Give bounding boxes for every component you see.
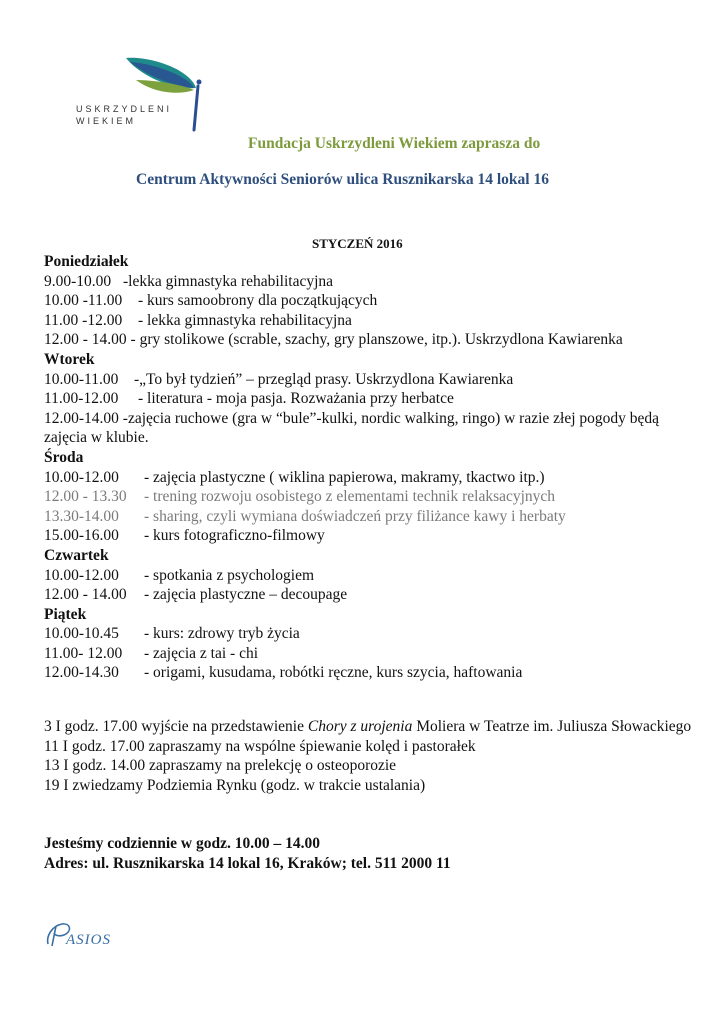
row-activity: - origami, kusudama, robótki ręczne, kurs szycia, haftowania	[144, 664, 523, 682]
event-item: 19 I zwiedzamy Podziemia Rynku (godz. w trakcie ustalania)	[44, 776, 426, 794]
intro-heading: Fundacja Uskrzydleni Wiekiem zaprasza do	[248, 135, 541, 152]
opening-hours: Jesteśmy codziennie w godz. 10.00 – 14.00	[44, 835, 320, 852]
special-events	[44, 717, 694, 795]
row-time: 12.00-14.00	[44, 409, 119, 427]
play-title: Chory z urojenia	[307, 718, 413, 735]
logo-text	[76, 103, 172, 127]
day-heading-monday: Poniedziałek	[44, 253, 129, 270]
weekly-schedule	[44, 252, 694, 683]
schedule-row	[44, 566, 694, 586]
event-text: Moliera w Teatrze im. Juliusza Słowackiego	[412, 718, 692, 735]
row-activity: - kurs samoobrony dla początkujących	[138, 292, 378, 310]
row-activity: - lekka gimnastyka rehabilitacyjna	[138, 311, 352, 329]
event-item	[44, 717, 694, 737]
schedule-row	[44, 468, 694, 488]
day-heading-thursday: Czwartek	[44, 546, 109, 564]
row-activity: - kurs: zdrowy tryb życia	[144, 625, 300, 643]
schedule-row	[44, 272, 694, 292]
row-activity: - zajęcia plastyczne – decoupage	[144, 586, 348, 604]
schedule-row	[44, 311, 694, 331]
day-heading-tuesday: Wtorek	[44, 350, 95, 368]
row-activity: - sharing, czyli wymiana doświadczeń przy filiżance kawy i herbaty	[144, 507, 566, 525]
logo-line2: WIEKIEM	[76, 116, 137, 126]
schedule-row	[44, 409, 694, 448]
row-activity: -lekka gimnastyka rehabilitacyjna	[123, 272, 334, 290]
day-heading-friday: Piątek	[44, 605, 87, 623]
row-time: 12.00 - 14.00	[44, 586, 127, 604]
schedule-row	[44, 644, 694, 664]
schedule-row	[44, 526, 694, 546]
address: Adres: ul. Rusznikarska 14 lokal 16, Kraków; tel. 511 2000 11	[44, 855, 451, 872]
row-time: 12.00-14.30	[44, 664, 119, 682]
contact-footer	[44, 834, 694, 874]
row-time: 10.00-10.45	[44, 625, 119, 643]
row-time: 12.00 - 14.00	[44, 331, 127, 349]
schedule-row	[44, 389, 694, 409]
row-time: 13.30-14.00	[44, 507, 119, 525]
row-activity: -zajęcia ruchowe (gra w “bule”-kulki, nordic walking, ringo) w razie złej pogody będą zajęcia w klubie.	[44, 409, 660, 447]
row-activity: - zajęcia plastyczne ( wiklina papierowa, makramy, tkactwo itp.)	[144, 468, 545, 486]
row-activity: -„To był tydzień” – przegląd prasy. Uskrzydlona Kawiarenka	[134, 370, 514, 388]
event-item: 11 I godz. 17.00 zapraszamy na wspólne śpiewanie kolęd i pastorałek	[44, 737, 476, 755]
svg-text:ASIOS: ASIOS	[66, 932, 111, 948]
schedule-row	[44, 585, 694, 605]
schedule-row	[44, 291, 694, 311]
pasios-logo	[44, 918, 124, 950]
schedule-row	[44, 507, 694, 527]
row-time: 9.00-10.00	[44, 272, 112, 290]
row-activity: - gry stolikowe (scrable, szachy, gry planszowe, itp.). Uskrzydlona Kawiarenka	[130, 331, 623, 349]
row-time: 11.00-12.00	[44, 390, 119, 408]
row-time: 12.00 - 13.30	[44, 488, 127, 506]
center-heading: Centrum Aktywności Seniorów ulica Rusznikarska 14 lokal 16	[136, 171, 549, 188]
event-text: 3 I godz. 17.00 wyjście na przedstawienie	[44, 718, 308, 735]
row-time: 10.00-12.00	[44, 468, 119, 486]
row-activity: - zajęcia z tai - chi	[144, 644, 259, 662]
row-activity: - kurs fotograficzno-filmowy	[144, 527, 325, 545]
row-time: 15.00-16.00	[44, 527, 119, 545]
schedule-row	[44, 624, 694, 644]
row-activity: - trening rozwoju osobistego z elementami technik relaksacyjnych	[144, 488, 556, 506]
row-time: 11.00 -12.00	[44, 311, 123, 329]
row-time: 10.00 -11.00	[44, 292, 123, 310]
schedule-row	[44, 663, 694, 683]
row-activity: - literatura - moja pasja. Rozważania przy herbatce	[138, 390, 454, 408]
row-time: 10.00-11.00	[44, 370, 119, 388]
logo-line1: USKRZYDLENI	[76, 104, 173, 114]
row-time: 11.00- 12.00	[44, 644, 123, 662]
schedule-row	[44, 487, 694, 507]
row-time: 10.00-12.00	[44, 566, 119, 584]
event-item: 13 I godz. 14.00 zapraszamy na prelekcję o osteoporozie	[44, 757, 397, 775]
day-heading-wednesday: Środa	[44, 448, 84, 466]
month-heading: STYCZEŃ 2016	[312, 236, 403, 251]
row-activity: - spotkania z psychologiem	[144, 566, 315, 584]
schedule-row	[44, 370, 694, 390]
schedule-row	[44, 330, 694, 350]
